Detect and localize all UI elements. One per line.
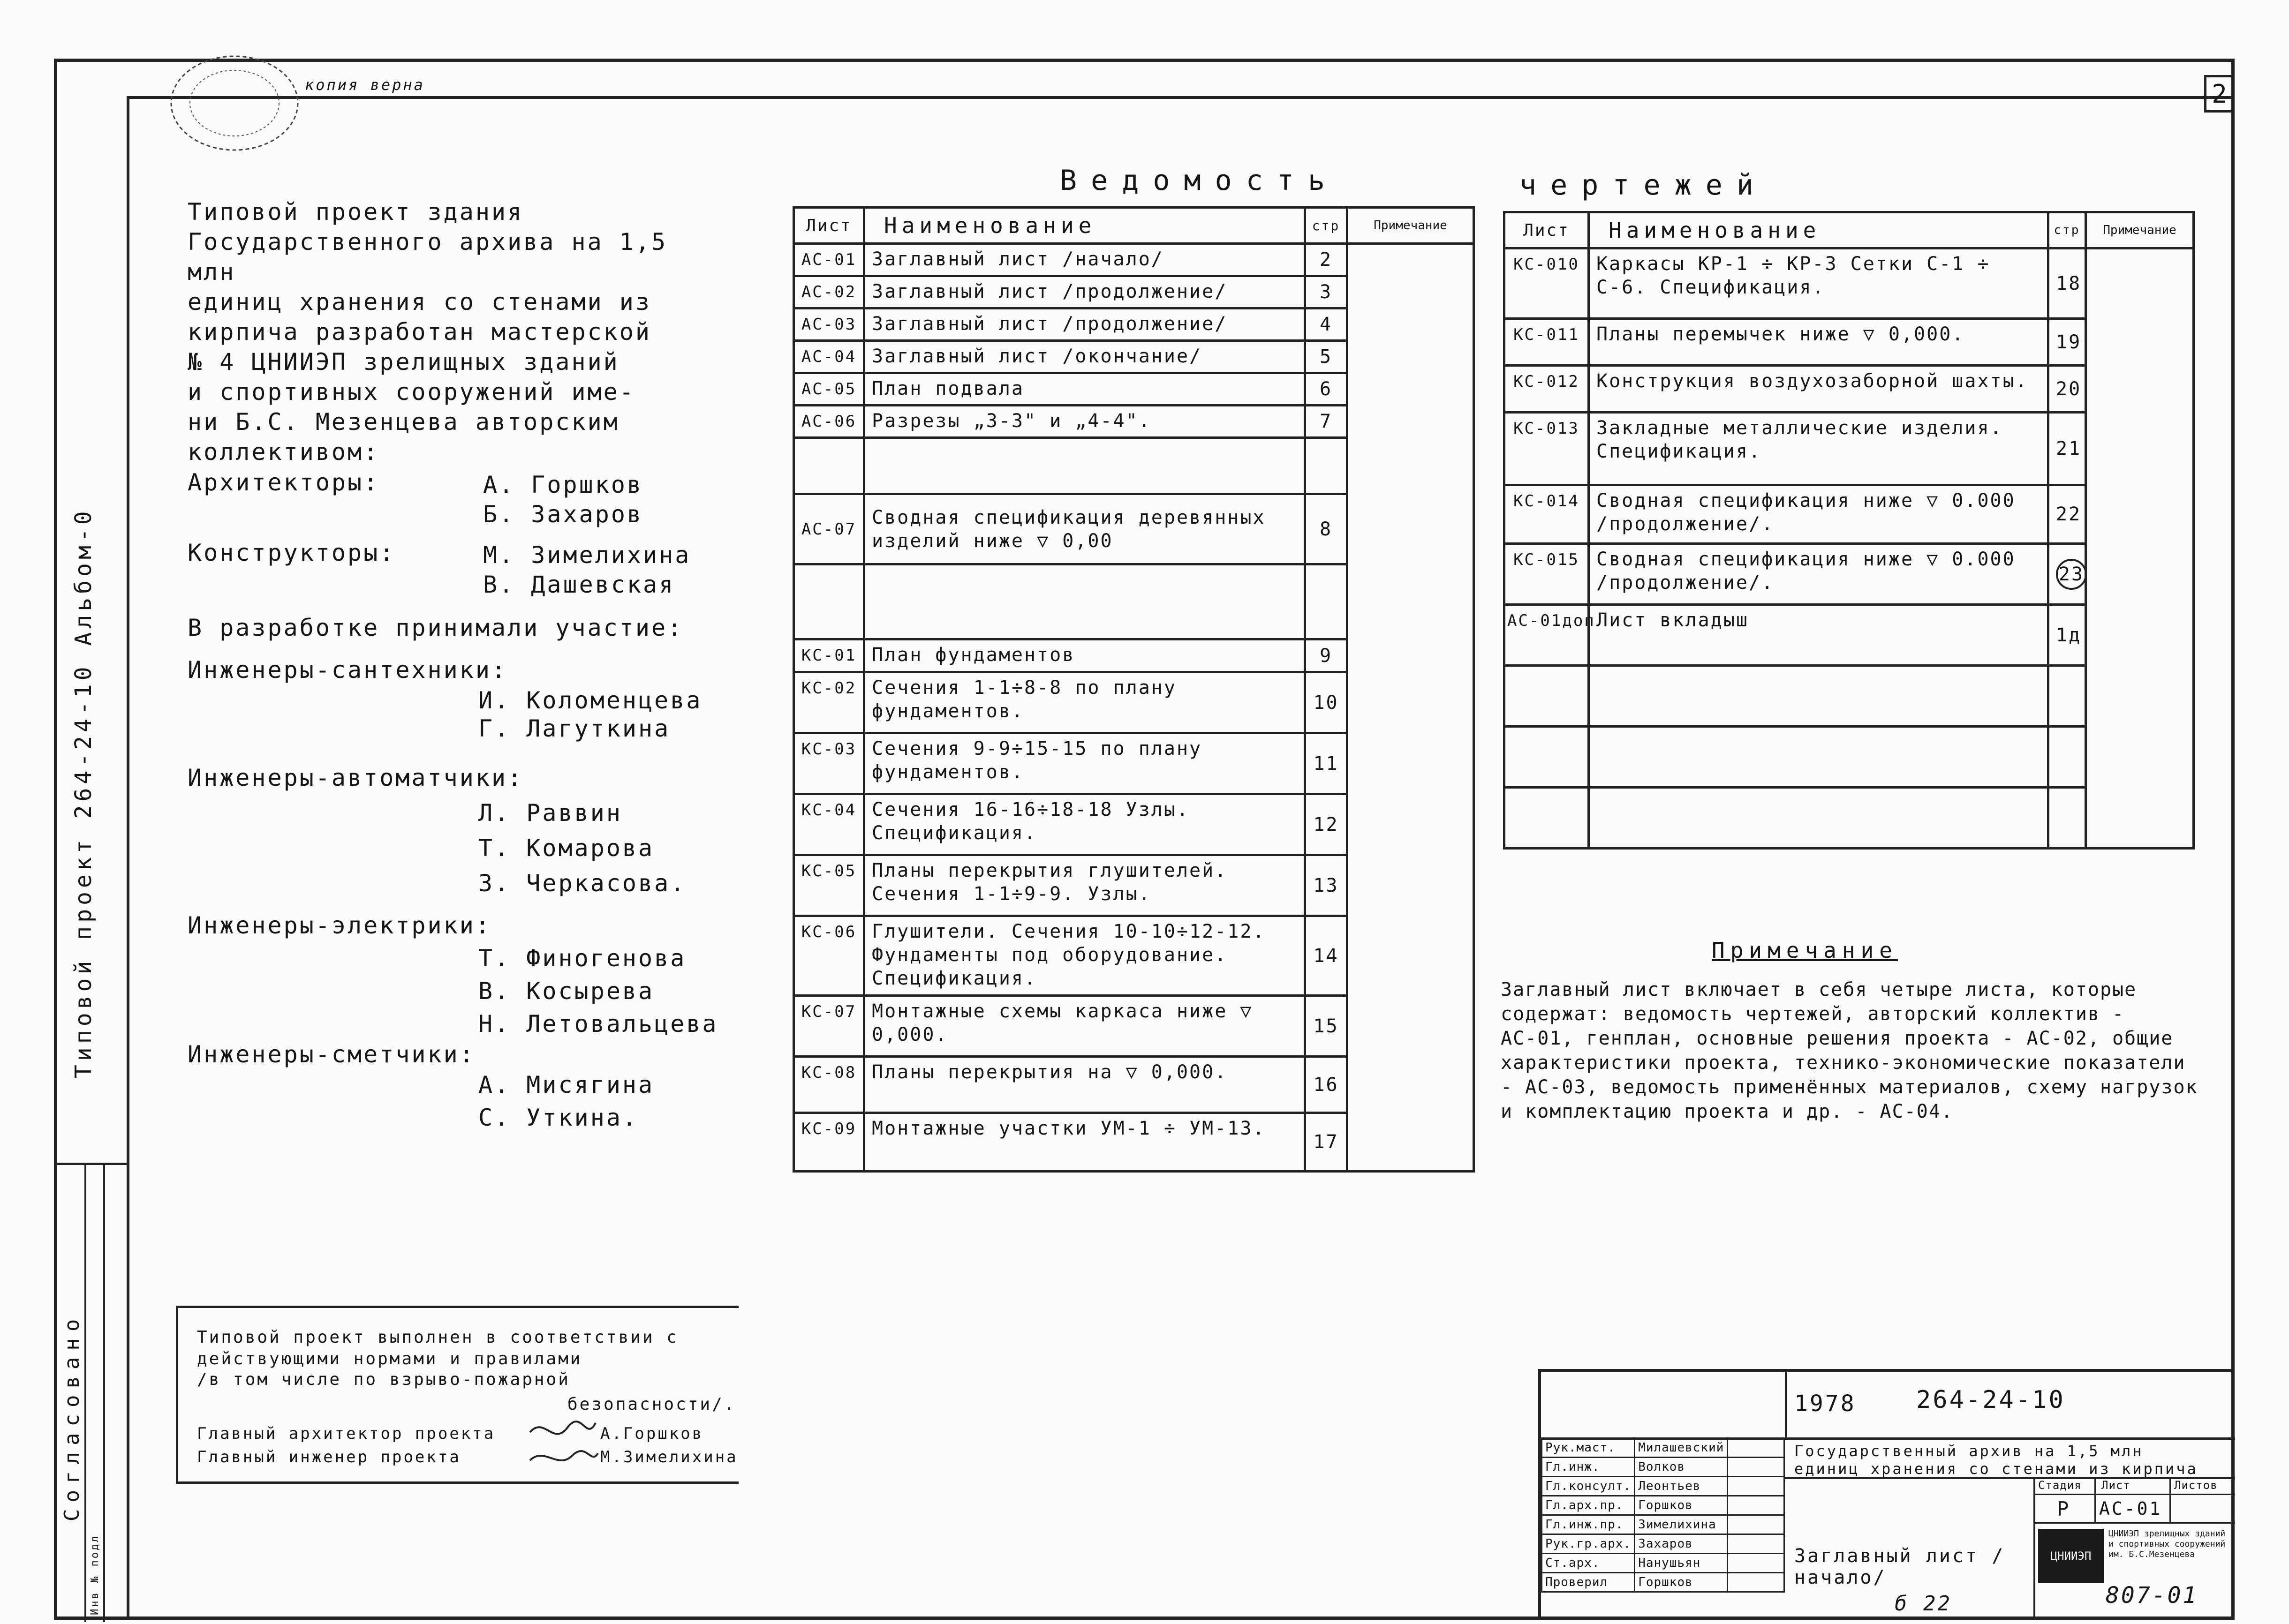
compliance-box — [176, 1306, 739, 1484]
row-page: 14 — [1305, 916, 1347, 996]
row-page — [2048, 666, 2086, 727]
signature-table — [1541, 1437, 1785, 1593]
team-architects-role: Архитекторы: — [188, 469, 380, 496]
signature-row — [1542, 1458, 1784, 1477]
drawings-table-left — [793, 206, 1475, 1173]
org-logo — [2038, 1529, 2104, 1583]
sig-cell — [1728, 1573, 1784, 1592]
table-row — [1504, 248, 2194, 319]
row-page: 7 — [1305, 406, 1347, 438]
bottom-note: б 22 — [1895, 1592, 1952, 1616]
row-name: Сводная спецификация ниже ▽ 0.000 /продолжение/. — [1589, 485, 2048, 544]
row-name: Сводная спецификация ниже ▽ 0.000 /продолжение/. — [1589, 544, 2048, 605]
row-code — [1504, 727, 1589, 788]
compliance-text-2: /в том числе по взрыво-пожарной — [197, 1370, 570, 1389]
row-code — [794, 438, 864, 494]
sig-role: Гл.консулт. — [1542, 1477, 1635, 1496]
intro-line: единиц хранения со стенами из — [188, 288, 651, 316]
sheet-value: АС-01 — [2099, 1498, 2162, 1519]
row-page — [2048, 788, 2086, 849]
signature-row — [1542, 1554, 1784, 1573]
circled-page-number: 23 — [2056, 559, 2087, 590]
row-name: Планы перекрытия глушителей. Сечения 1-1÷9-9. Узлы. — [864, 855, 1305, 916]
row-name — [864, 564, 1305, 639]
copy-verified-note: копия верна — [305, 76, 425, 94]
intro-line: Государственного архива на 1,5 млн — [188, 228, 668, 286]
sig-name: Милашевский — [1635, 1438, 1728, 1458]
row-name: Сводная спецификация деревянных изделий ниже ▽ 0,00 — [864, 494, 1305, 564]
row-name: Монтажные схемы каркаса ниже ▽ 0,000. — [864, 996, 1305, 1057]
chief-architect-label: Главный архитектор проекта — [197, 1424, 496, 1443]
team-engineers-role: Конструкторы: — [188, 539, 396, 566]
chief-engineer-name: М.Зимелихина — [600, 1448, 738, 1466]
agreed-strip — [56, 1163, 127, 1622]
intro-line: кирпича разработан мастерской — [188, 318, 651, 346]
row-name: Сечения 1-1÷8-8 по плану фундаментов. — [864, 672, 1305, 733]
sig-cell — [1728, 1477, 1784, 1496]
sig-cell — [1728, 1496, 1784, 1515]
team-automation-role: Инженеры-автоматчики: — [188, 764, 524, 791]
title-right: чертежей — [1519, 169, 1768, 202]
signature-row — [1542, 1496, 1784, 1515]
row-name: Заглавный лист /окончание/ — [864, 341, 1305, 373]
row-page: 22 — [2048, 485, 2086, 544]
team-person: Т. Финогенова — [478, 945, 687, 972]
row-code: КС-014 — [1504, 485, 1589, 544]
col-sheet-header: Лист — [794, 208, 864, 244]
sig-role: Гл.инж.пр. — [1542, 1515, 1635, 1534]
sig-role: Ст.арх. — [1542, 1554, 1635, 1573]
row-code: АС-06 — [794, 406, 864, 438]
row-page: 2 — [1305, 244, 1347, 276]
team-person: И. Коломенцева — [478, 687, 703, 714]
sig-cell — [1728, 1438, 1784, 1458]
row-name: Заглавный лист /начало/ — [864, 244, 1305, 276]
row-code: КС-013 — [1504, 413, 1589, 485]
row-page: 3 — [1305, 276, 1347, 308]
col-name-header: Наименование — [864, 208, 1305, 244]
row-page: 18 — [2048, 248, 2086, 319]
col-sheet-header: Лист — [1504, 212, 1589, 248]
row-code: АС-02 — [794, 276, 864, 308]
team-person: З. Черкасова. — [478, 870, 687, 897]
row-code: КС-03 — [794, 733, 864, 794]
row-name — [864, 438, 1305, 494]
row-code: КС-012 — [1504, 366, 1589, 413]
signature-icon — [525, 1413, 600, 1474]
intro-line: ни Б.С. Мезенцева авторским — [188, 408, 619, 436]
org-name: ЦНИИЭП зрелищных зданий и спортивных сооружений им. Б.С.Мезенцева — [2108, 1529, 2226, 1559]
sheet-label: Лист — [2101, 1479, 2130, 1492]
row-page: 5 — [1305, 341, 1347, 373]
team-person: В. Косырева — [478, 977, 655, 1005]
row-code: АС-03 — [794, 308, 864, 341]
row-name: Конструкция воздухозаборной шахты. — [1589, 366, 2048, 413]
row-code: АС-04 — [794, 341, 864, 373]
sig-cell — [1728, 1458, 1784, 1477]
sig-name: Нанушьян — [1635, 1554, 1728, 1573]
team-person: В. Дашевская — [483, 571, 675, 598]
round-stamp-icon — [164, 52, 314, 164]
sig-role: Гл.арх.пр. — [1542, 1496, 1635, 1515]
sig-cell — [1728, 1515, 1784, 1534]
stamp-year: 1978 — [1794, 1391, 1856, 1417]
signature-row — [1542, 1534, 1784, 1554]
row-code: АС-05 — [794, 373, 864, 406]
row-code: КС-09 — [794, 1113, 864, 1172]
team-participants-heading: В разработке принимали участие: — [188, 614, 684, 641]
row-page: 9 — [1305, 639, 1347, 672]
row-name — [1589, 666, 2048, 727]
sig-name: Горшков — [1635, 1496, 1728, 1515]
row-name: Планы перемычек ниже ▽ 0,000. — [1589, 319, 2048, 366]
row-page: 8 — [1305, 494, 1347, 564]
note-title: Примечание — [1712, 938, 1898, 963]
row-page: 1д — [2048, 605, 2086, 666]
row-page — [1305, 564, 1347, 639]
sig-role: Рук.гр.арх. — [1542, 1534, 1635, 1554]
row-name — [1589, 788, 2048, 849]
org-logo-text: ЦНИИЭП — [2050, 1549, 2092, 1563]
sig-cell — [1728, 1534, 1784, 1554]
sig-name: Леонтьев — [1635, 1477, 1728, 1496]
drawings-table-right — [1503, 211, 2195, 850]
row-code — [794, 564, 864, 639]
note-cell — [2086, 248, 2194, 849]
sig-role: Рук.маст. — [1542, 1438, 1635, 1458]
row-name: Лист вкладыш — [1589, 605, 2048, 666]
title-left: Ведомость — [1060, 164, 1339, 197]
row-page: 10 — [1305, 672, 1347, 733]
sig-name: Зимелихина — [1635, 1515, 1728, 1534]
row-name: Каркасы КР-1 ÷ КР-3 Сетки С-1 ÷ С-6. Спецификация. — [1589, 248, 2048, 319]
sig-cell — [1728, 1554, 1784, 1573]
note-text: Заглавный лист включает в себя четыре листа, которые содержат: ведомость чертежей, авторский коллектив - АС-01, генплан, основные решения проекта - АС-02, общие характеристики проекта, технико-экономические показатели - АС-03, ведомость применённых материалов, схему нагрузок и комплектацию проекта и др. - АС-04. — [1501, 979, 2198, 1122]
signature-row — [1542, 1515, 1784, 1534]
agreed-label: Согласовано — [60, 1312, 84, 1521]
sig-role: Гл.инж. — [1542, 1458, 1635, 1477]
intro-line: Типовой проект здания — [188, 198, 524, 226]
table-row — [794, 244, 1474, 276]
row-code: АС-07 — [794, 494, 864, 564]
sheet-number: 2 — [2204, 75, 2235, 113]
stamp-project-code: 264-24-10 — [1916, 1386, 2065, 1414]
team-person: А. Мисягина — [478, 1071, 655, 1098]
team-person: М. Зимелихина — [483, 541, 691, 569]
team-person: Т. Комарова — [478, 835, 655, 862]
note-cell — [1347, 244, 1474, 1172]
team-plumbing-role: Инженеры-сантехники: — [188, 656, 508, 684]
compliance-text-3: безопасности/. — [567, 1395, 736, 1414]
col-page-header: стр — [1305, 208, 1347, 244]
signature-row — [1542, 1438, 1784, 1458]
team-person: Г. Лагуткина — [478, 715, 671, 742]
row-name: Сечения 9-9÷15-15 по плану фундаментов. — [864, 733, 1305, 794]
row-code: КС-01 — [794, 639, 864, 672]
row-code: КС-02 — [794, 672, 864, 733]
row-code: КС-011 — [1504, 319, 1589, 366]
archive-number: 807-01 — [2106, 1582, 2198, 1609]
row-code: АС-01 — [794, 244, 864, 276]
row-name: Монтажные участки УМ-1 ÷ УМ-13. — [864, 1113, 1305, 1172]
team-person: Б. Захаров — [483, 501, 643, 528]
row-name: План подвала — [864, 373, 1305, 406]
row-page: 4 — [1305, 308, 1347, 341]
row-name: Заглавный лист /продолжение/ — [864, 276, 1305, 308]
row-name: Глушители. Сечения 10-10÷12-12. Фундаменты под оборудование. Спецификация. — [864, 916, 1305, 996]
stamp-project-title: Государственный архив на 1,5 млн единиц хранения со стенами из кирпича — [1794, 1442, 2198, 1478]
row-code: КС-04 — [794, 794, 864, 855]
col-note-header: Примечание — [2086, 212, 2194, 248]
chief-architect-name: А.Горшков — [600, 1424, 704, 1443]
row-code: КС-06 — [794, 916, 864, 996]
team-person: Н. Летовальцева — [478, 1010, 718, 1038]
row-code: АС-01доп — [1504, 605, 1589, 666]
row-code: КС-015 — [1504, 544, 1589, 605]
col-note-header: Примечание — [1347, 208, 1474, 244]
stamp-sheet-title: Заглавный лист /начало/ — [1794, 1545, 2005, 1588]
table-header-row — [1504, 212, 2194, 248]
row-code: КС-07 — [794, 996, 864, 1057]
table-header-row — [794, 208, 1474, 244]
row-code: КС-05 — [794, 855, 864, 916]
row-code: КС-010 — [1504, 248, 1589, 319]
row-page — [2048, 727, 2086, 788]
compliance-text: Типовой проект выполнен в соответствии с действующими нормами и правилами — [197, 1328, 679, 1368]
row-code: КС-08 — [794, 1057, 864, 1113]
team-person: А. Горшков — [483, 471, 643, 498]
signature-row — [1542, 1573, 1784, 1592]
intro-line: коллективом: — [188, 438, 380, 466]
team-person: Л. Раввин — [478, 799, 622, 827]
sig-name: Горшков — [1635, 1573, 1728, 1592]
row-page: 20 — [2048, 366, 2086, 413]
sig-name: Захаров — [1635, 1534, 1728, 1554]
row-page: 16 — [1305, 1057, 1347, 1113]
row-page: 15 — [1305, 996, 1347, 1057]
intro-line: и спортивных сооружений име- — [188, 378, 635, 406]
row-page: 19 — [2048, 319, 2086, 366]
row-name: Планы перекрытия на ▽ 0,000. — [864, 1057, 1305, 1113]
row-code — [1504, 666, 1589, 727]
sig-role: Проверил — [1542, 1573, 1635, 1592]
col-name-header: Наименование — [1589, 212, 2048, 248]
row-name: Сечения 16-16÷18-18 Узлы. Спецификация. — [864, 794, 1305, 855]
inv-label: Инв № подл — [89, 1534, 101, 1615]
row-name: Разрезы „3-3" и „4-4". — [864, 406, 1305, 438]
row-name: Заглавный лист /продолжение/ — [864, 308, 1305, 341]
sig-name: Волков — [1635, 1458, 1728, 1477]
intro-block — [188, 197, 727, 467]
team-electrical-role: Инженеры-электрики: — [188, 912, 491, 939]
row-name: План фундаментов — [864, 639, 1305, 672]
side-project-stamp: Типовой проект 264-24-10 Альбом-0 — [70, 507, 97, 1078]
col-page-header: стр — [2048, 212, 2086, 248]
row-code — [1504, 788, 1589, 849]
stage-label: Стадия — [2038, 1479, 2082, 1492]
signature-row — [1542, 1477, 1784, 1496]
team-person: С. Уткина. — [478, 1104, 639, 1131]
row-page — [1305, 438, 1347, 494]
row-name: Закладные металлические изделия. Спецификация. — [1589, 413, 2048, 485]
row-page: 13 — [1305, 855, 1347, 916]
intro-line: № 4 ЦНИИЭП зрелищных зданий — [188, 348, 619, 376]
stage-value: Р — [2057, 1497, 2071, 1520]
row-page: 21 — [2048, 413, 2086, 485]
chief-engineer-label: Главный инженер проекта — [197, 1448, 461, 1466]
row-page: 6 — [1305, 373, 1347, 406]
row-name — [1589, 727, 2048, 788]
team-estimators-role: Инженеры-сметчики: — [188, 1041, 476, 1068]
row-page: 11 — [1305, 733, 1347, 794]
row-page: 17 — [1305, 1113, 1347, 1172]
sheets-label: Листов — [2174, 1479, 2218, 1492]
row-page: 12 — [1305, 794, 1347, 855]
